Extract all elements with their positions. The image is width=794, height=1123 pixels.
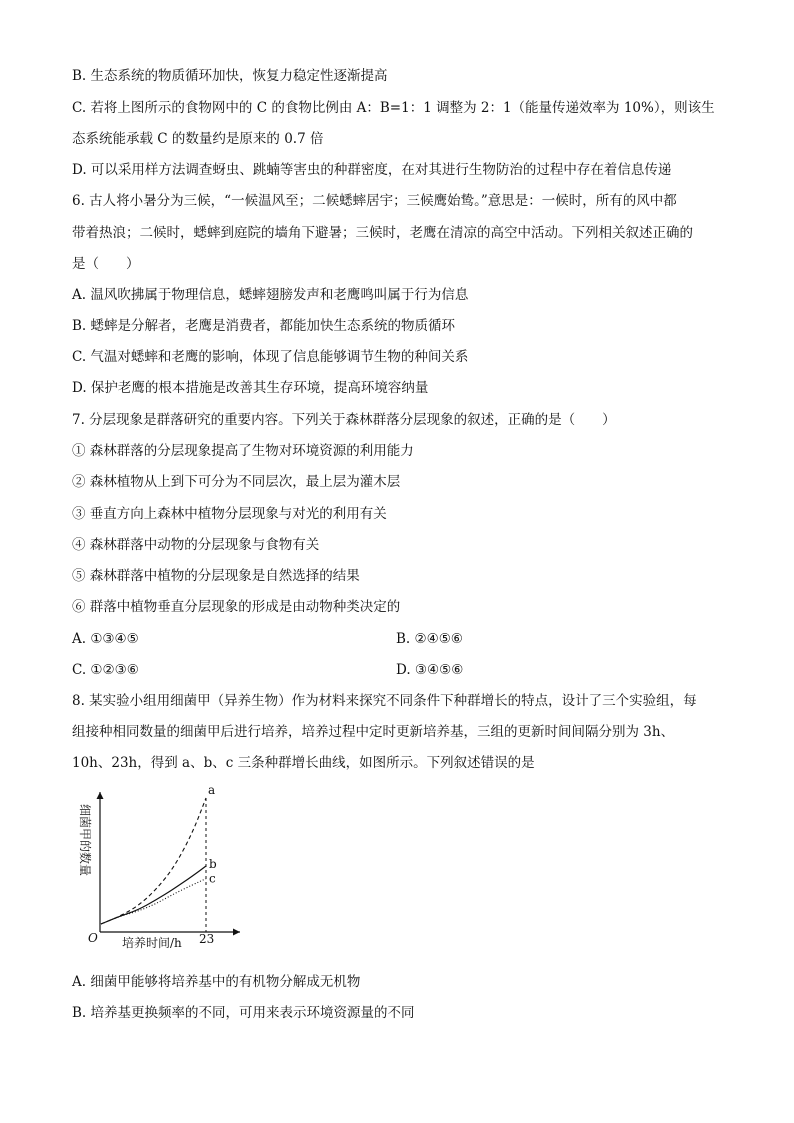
q6-option-c: C. 气温对蟋蟀和老鹰的影响，体现了信息能够调节生物的种间关系 <box>72 349 469 365</box>
q8-option-b: B. 培养基更换频率的不同，可用来表示环境资源量的不同 <box>72 1005 415 1021</box>
q7-option-c: C. ①②③⑥ <box>72 662 139 678</box>
x-tick-23: 23 <box>199 932 215 946</box>
q6-option-b: B. 蟋蟀是分解者，老鹰是消费者，都能加快生态系统的物质循环 <box>72 318 456 334</box>
q8-stem-line1: 8. 某实验小组用细菌甲（异养生物）作为材料来探究不同条件下种群增长的特点，设计了三个实验组，每 <box>72 693 697 709</box>
q6-stem-line2: 带着热浪；二候时，蟋蟀到庭院的墙角下避暑；三候时，老鹰在清凉的高空中活动。下列相关叙述正确的 <box>72 225 693 241</box>
q6-option-d: D. 保护老鹰的根本措施是改善其生存环境，提高环境容纳量 <box>72 380 429 396</box>
q7-statement-5: ⑤ 森林群落中植物的分层现象是自然选择的结果 <box>72 568 360 584</box>
x-axis-label: 培养时间/h <box>122 936 182 950</box>
q7-statement-1: ① 森林群落的分层现象提高了生物对环境资源的利用能力 <box>72 443 414 459</box>
q7-statement-4: ④ 森林群落中动物的分层现象与食物有关 <box>72 537 320 553</box>
series-layer <box>101 784 217 932</box>
q6-stem-line1: 6. 古人将小暑分为三候，“一候温风至；二候蟋蟀居宇；三候鹰始鸷。”意思是：一候时，所有的风中都 <box>72 193 677 209</box>
origin-label: O <box>88 931 98 945</box>
q7-statement-3: ③ 垂直方向上森林中植物分层现象与对光的利用有关 <box>72 506 387 522</box>
q6-stem-line3: 是（ ） <box>72 256 140 272</box>
q5-option-c-line1: C. 若将上图所示的食物网中的 C 的食物比例由 A：B=1：1 调整为 2：1（能量传递效率为 10%），则该生 <box>72 100 715 116</box>
series-a-label: a <box>208 784 216 797</box>
q5-option-b: B. 生态系统的物质循环加快，恢复力稳定性逐渐提高 <box>72 68 388 84</box>
q8-stem-line2: 组接种相同数量的细菌甲后进行培养，培养过程中定时更新培养基，三组的更新时间间隔分别为 3h、 <box>72 724 675 740</box>
population-growth-chart <box>64 784 254 954</box>
q5-option-c-line2: 态系统能承载 C 的数量约是原来的 0.7 倍 <box>72 131 324 147</box>
q7-option-d: D. ③④⑤⑥ <box>396 662 464 678</box>
q7-stem: 7. 分层现象是群落研究的重要内容。下列关于森林群落分层现象的叙述，正确的是（ ） <box>72 412 616 428</box>
q7-statement-6: ⑥ 群落中植物垂直分层现象的形成是由动物种类决定的 <box>72 599 401 615</box>
q6-option-a: A. 温风吹拂属于物理信息，蟋蟀翅膀发声和老鹰鸣叫属于行为信息 <box>72 287 469 303</box>
q7-option-b: B. ②④⑤⑥ <box>396 631 463 647</box>
chart-svg <box>64 784 254 954</box>
q7-statement-2: ② 森林植物从上到下可分为不同层次，最上层为灌木层 <box>72 474 401 490</box>
series-c-label: c <box>209 871 216 886</box>
q5-option-d: D. 可以采用样方法调查蚜虫、跳蝻等害虫的种群密度，在对其进行生物防治的过程中存在着信息传递 <box>72 162 672 178</box>
q7-option-a: A. ①③④⑤ <box>72 631 139 647</box>
q8-stem-line3: 10h、23h，得到 a、b、c 三条种群增长曲线，如图所示。下列叙述错误的是 <box>72 755 535 771</box>
series-b-label: b <box>209 857 217 872</box>
q8-option-a: A. 细菌甲能够将培养基中的有机物分解成无机物 <box>72 974 361 990</box>
y-axis-label: 细菌甲的数量 <box>78 804 92 877</box>
series-b-line <box>101 866 206 924</box>
series-a-line <box>101 798 206 924</box>
